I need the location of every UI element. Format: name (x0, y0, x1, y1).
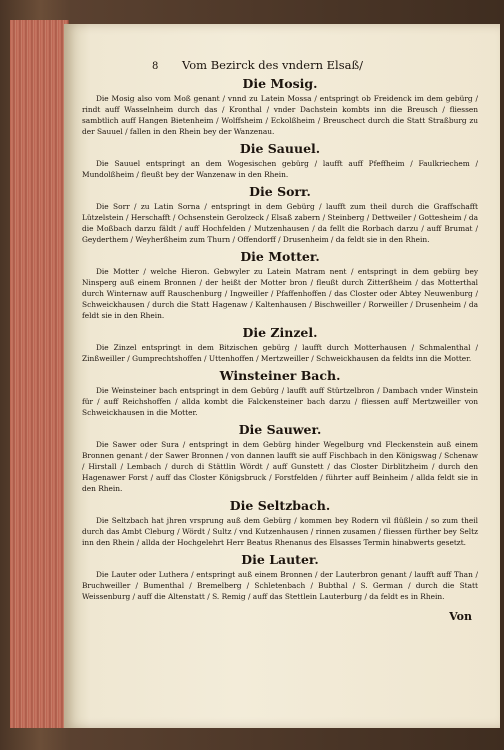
section-lauter (82, 552, 478, 602)
section-title: Die Zinzel. (242, 325, 318, 340)
catchword: Von (449, 610, 472, 623)
page-content (82, 58, 478, 623)
section-motter (82, 249, 478, 321)
section-text: Die Zinzel entspringt in dem Bitzischen gebürg / laufft durch Motterhausen / Schmalenthal / Zinßweiller / Gumprechtshoffen / Uttenhoffen / Mertzweiller / Schweickhausen da feldts inn die Motter. (82, 343, 478, 363)
page-stack-edge (10, 20, 69, 728)
section-text: Die Lauter oder Luthera / entspringt auß einem Bronnen / der Lauterbron genant / laufft auff Than / Bruchweiller / Bumenthal / Bremelberg / Schletenbach / Bubthal / S. German / durch die Statt Weissenburg / auff die Altenstatt / S. Remig / auff das Stettlein Lauterburg / da feldt es in Rhein. (82, 570, 478, 601)
section-text: Die Sauuel entspringt an dem Wogesischen gebürg / laufft auff Pfeffheim / Faulkriechem / Mundolßheim / fleußt bey der Wanzenaw in den Rhein. (82, 159, 478, 179)
section-title: Die Seltzbach. (229, 498, 331, 513)
page-header (82, 58, 478, 72)
section-text: Die Mosig also vom Moß genant / vnnd zu Latein Mossa / entspringt ob Freidenck im dem gebürg / rindt auff Wasselnheim durch das / Kronthal / vnder Dachstein kombts inn die Breusch / fliessen sambtlich auff Hangen Bietenheim / Wolffsheim / Eckolßheim / Breuschect durch die Statt Straßburg zu der Sauuel / fallen in den Rhein bey der Wanzenau. (82, 94, 478, 136)
section-text: Die Seltzbach hat jhren vrsprung auß dem Gebürg / kommen bey Rodern vil flüßlein / so zum theil durch das Ambt Cleburg / Wördt / Sultz / vnd Kutzenhausen / rinnen zusamen / fliessen fürther bey Seltz inn den Rhein / allda der Hochgelehrt Herr Beatus Rhenanus des Elsasses Termin hinabwerts gesetzt. (82, 516, 478, 547)
section-title: Die Mosig. (242, 76, 318, 91)
section-winsteiner-bach (82, 368, 478, 418)
section-seltzbach (82, 498, 478, 548)
section-text: Die Motter / welche Hieron. Gebwyler zu Latein Matram nent / entspringt in dem gebürg bey Ninsperg auß einem Bronnen / der heißt der Motter bron / fleußt durch Zitterßheim / das Motterthal durch Winternaw auff Rauschenburg / Ingweiller / Pfaffenhoffen / das Closter oder Abtey Neuwenburg / Schweickhausen / durch die Statt Hagenaw / Kaltenhausen / Bischweiller / Rorweiller / Drusenheim / da feldt sie in den Rhein. (82, 267, 478, 320)
section-title: Die Sauwer. (238, 422, 322, 437)
section-sorr (82, 184, 478, 245)
running-head: Vom Bezirck des vndern Elsaß/ (182, 58, 364, 72)
section-title: Die Sauuel. (239, 141, 321, 156)
section-title: Die Lauter. (241, 552, 319, 567)
section-title: Die Sorr. (249, 184, 311, 199)
section-title: Winsteiner Bach. (219, 368, 341, 383)
section-mosig (82, 76, 478, 137)
section-text: Die Weinsteiner bach entspringt in dem Gebürg / laufft auff Stürtzelbron / Dambach vnder Winstein für / auff Reichshoffen / allda kombt die Falckensteiner bach darzu / fliessen auff Mertzweiller von Schweickhausen in die Motter. (82, 386, 478, 417)
section-text: Die Sawer oder Sura / entspringt in dem Gebürg hinder Wegelburg vnd Fleckenstein auß einem Bronnen genant / der Sawer Bronnen / von dannen laufft sie auff Fischbach in den Königswag / Schenaw / Hirstall / Lembach / durch di Stättlin Wördt / auff Gunstett / das Closter Dirblitzheim / durch den Hagenawer Forst / auff das Closter Königsbruck / Forstfelden / führter auff Beinheim / allda feldt sie in den Rhein. (82, 440, 478, 493)
section-text: Die Sorr / zu Latin Sorna / entspringt in dem Gebürg / laufft zum theil durch die Graffschafft Lützelstein / Herschafft / Ochsenstein Gerolzeck / Elsaß zabern / Steinberg / Dettweiler / Gottesheim / da die Moßbach darzu fäldt / auff Hochfelden / Mutzenhausen / da fellt die Rorbach darzu / auff Brumat / Geyderthem / Weyherßheim zum Thurn / Offendorff / Drusenheim / da feldt sie in den Rhein. (82, 202, 478, 244)
section-sauuel (82, 141, 478, 180)
page-number: 8 (152, 61, 159, 72)
section-title: Die Motter. (240, 249, 320, 264)
section-zinzel (82, 325, 478, 364)
section-sauwer (82, 422, 478, 494)
